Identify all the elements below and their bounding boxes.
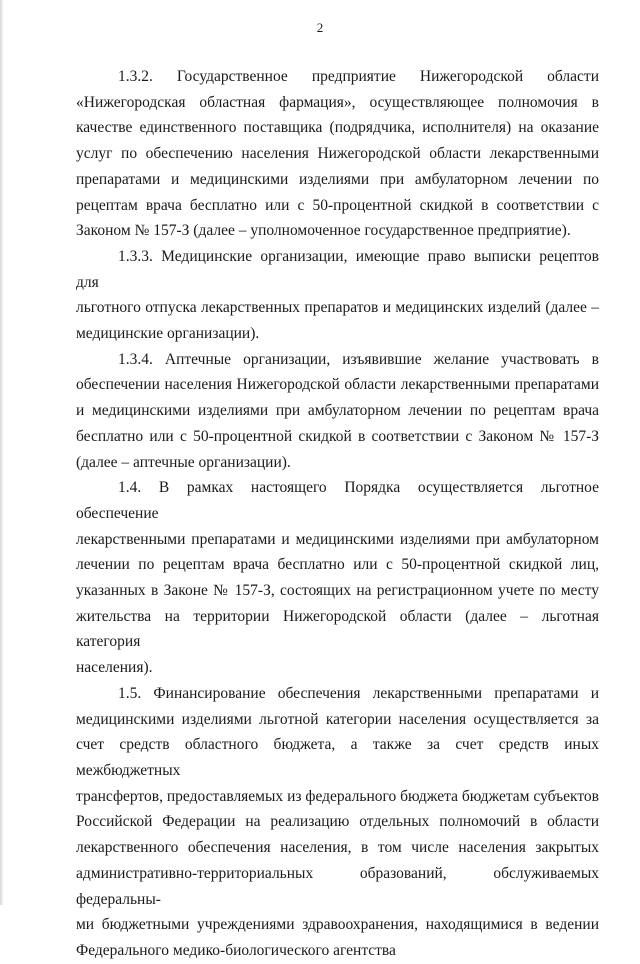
paragraph-1-5 xyxy=(76,681,599,964)
paragraph-line: трансфертов, предоставляемых из федерального бюджета бюджетам субъектов xyxy=(76,787,599,805)
paragraph-line: Российской Федерации на реализацию отдельных полномочий в области xyxy=(76,813,599,831)
paragraph-line: и медицинскими изделиями при амбулаторном лечении по рецептам врача xyxy=(76,402,599,420)
document-body xyxy=(76,64,599,964)
scan-edge xyxy=(0,0,3,905)
paragraph-line: 1.3.4. Аптечные организации, изъявившие желание участвовать в xyxy=(118,350,599,368)
paragraph-line: жительства на территории Нижегородской области (далее – льготная категория xyxy=(76,607,599,651)
paragraph-line: обеспечении населения Нижегородской области лекарственными препаратами xyxy=(76,376,599,394)
paragraph-1-3-2 xyxy=(76,64,599,244)
paragraph-line: 1.3.2. Государственное предприятие Нижегородской области xyxy=(118,68,599,85)
paragraph-line: льготного отпуска лекарственных препаратов и медицинских изделий (далее – xyxy=(76,299,599,317)
paragraph-line: качестве единственного поставщика (подрядчика, исполнителя) на оказание xyxy=(76,119,599,137)
paragraph-line: 1.3.3. Медицинские организации, имеющие право выписки рецептов для xyxy=(76,247,599,291)
paragraph-line: населения). xyxy=(76,659,153,677)
paragraph-line: бесплатно или с 50-процентной скидкой в соответствии с Законом № 157-З xyxy=(76,427,599,445)
paragraph-line: рецептам врача бесплатно или с 50-процентной скидкой в соответствии с xyxy=(76,196,599,214)
paragraph-line: лекарственными препаратами и медицинскими изделиями при амбулаторном xyxy=(76,530,599,548)
paragraph-line: Федерального медико-биологического агентства xyxy=(76,941,396,959)
paragraph-1-3-4 xyxy=(76,347,599,476)
paragraph-line: лечении по рецептам врача бесплатно или с 50-процентной скидкой лиц, xyxy=(76,556,599,574)
paragraph-line: Законом № 157-З (далее – уполномоченное государственное предприятие). xyxy=(76,222,571,240)
paragraph-line: ми бюджетными учреждениями здравоохранения, находящимися в ведении xyxy=(76,916,599,934)
paragraph-1-3-3 xyxy=(76,244,599,347)
paragraph-line: административно-территориальных образований, обслуживаемых федеральны- xyxy=(76,864,599,908)
paragraph-line: указанных в Законе № 157-З, состоящих на регистрационном учете по месту xyxy=(76,582,599,600)
paragraph-line: препаратами и медицинскими изделиями при амбулаторном лечении по xyxy=(76,170,599,188)
paragraph-1-4 xyxy=(76,475,599,681)
paragraph-line: 1.4. В рамках настоящего Порядка осуществляется льготное обеспечение xyxy=(76,479,599,522)
paragraph-line: медицинские организации). xyxy=(76,325,260,343)
paragraph-line: лекарственного обеспечения населения, в том числе населения закрытых xyxy=(76,839,599,857)
paragraph-line: медицинскими изделиями льготной категории населения осуществляется за xyxy=(76,710,599,728)
paragraph-line: «Нижегородская областная фармация», осуществляющее полномочия в xyxy=(76,93,599,111)
paragraph-line: услуг по обеспечению населения Нижегородской области лекарственными xyxy=(76,145,599,163)
paragraph-line: счет средств областного бюджета, а также за счет средств иных межбюджетных xyxy=(76,736,599,779)
paragraph-line: 1.5. Финансирование обеспечения лекарственными препаратами и xyxy=(118,684,599,702)
page-number: 2 xyxy=(316,20,324,35)
paragraph-line: (далее – аптечные организации). xyxy=(76,453,291,471)
